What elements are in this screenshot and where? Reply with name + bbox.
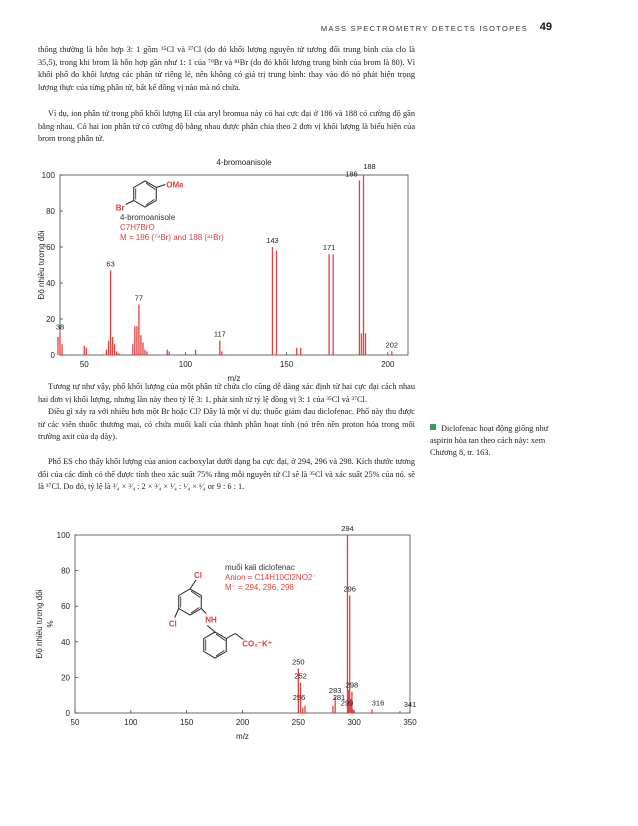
x-tick-label: 50 (70, 718, 80, 727)
bond-br (126, 201, 134, 205)
y-tick-label: 0 (65, 709, 70, 718)
ome-label: OMe (166, 180, 184, 190)
chart-title: 4-bromoanisole (216, 158, 272, 167)
peak-label: 296 (343, 584, 356, 594)
bond-nh (201, 609, 206, 614)
peak-label: 294 (341, 524, 354, 533)
y-axis-unit: % (46, 620, 55, 628)
br-label: Br (115, 203, 125, 213)
x-tick-label: 100 (124, 718, 138, 727)
x-tick-label: 50 (79, 360, 89, 369)
paragraph-diclofenac: Điều gì xảy ra với nhiều hơn một Br hoặc Cl? Đây là một ví dụ: thuốc giảm đau diclofenac. Phổ này thu được từ các viên thuốc thương mại, có chứa muối kali của thành phần hoạt tính (nó trên nền proton hóa trong môi trường axit của dạ dày). (38, 407, 415, 442)
peak-label: 283 (328, 685, 342, 695)
carboxylate-label: CO₂⁻K⁺ (242, 639, 273, 649)
peak-label: 256 (292, 692, 306, 702)
bond-ome (156, 185, 165, 188)
compound-anion-formula: Anion = C14H10Cl2NO2⁻ (225, 573, 317, 582)
x-tick-label: 300 (347, 718, 361, 727)
compound-mass: M = 186 (⁷⁹Br) and 188 (⁸¹Br) (120, 233, 224, 242)
paragraph-chlorine: Tương tự như vậy, phổ khối lượng của một phân tử chứa clo cũng dễ dàng xác định từ hai cực đại cách nhau hai đơn vị khối lượng, nhưng lần này theo tỷ lệ 3: 1, phát sinh từ tỷ lệ đồng vị 3: 1 của ³⁵Cl và ³⁷Cl. (38, 382, 415, 404)
paragraph-isotope-ratio: Phổ ES cho thấy khối lượng của anion cacboxylat dưới dạng ba cực đại, ở 294, 296 và 298. Kích thước tương đối của các đỉnh có thể được tính theo xác suất 75% rằng mỗi nguyên tử Cl sẽ là ³⁵Cl và xác suất 25% của nó. sẽ là ³⁷Cl. Do đó, tỷ lệ là ³⁄₄ × ³⁄₄ : 2 × ³⁄₄ × ¹⁄₄ : ¹⁄₄ × ¹⁄₄ or 9 : 6 : 1. (38, 457, 415, 492)
x-axis-label: m/z (227, 374, 241, 383)
margin-note (430, 423, 550, 459)
x-tick-label: 150 (279, 360, 294, 369)
bond-cl-bottom (175, 609, 179, 618)
paragraph-bromoanisole: Ví dụ, ion phân tử trong phổ khối lượng EI của aryl bromua này có hai cực đại ở 186 và 188 có cường độ gần bằng nhau. Có hai ion phân tử có cường độ bằng nhau được phân chia theo 2 đơn vị khối lượng là biểu hiện của brom trong phân tử. (38, 109, 415, 144)
x-axis-label: m/z (236, 732, 249, 741)
peak-label: 77 (134, 293, 144, 303)
compound-name: muối kali diclofenac (225, 563, 295, 572)
peak-label: 38 (55, 322, 65, 332)
x-tick-label: 350 (403, 718, 417, 727)
bond-ch2 (226, 634, 235, 639)
peak-label: 298 (345, 680, 359, 690)
bond-nh-ring (207, 626, 215, 633)
y-tick-label: 100 (56, 531, 70, 540)
y-tick-label: 20 (61, 673, 70, 683)
y-tick-label: 80 (46, 207, 55, 216)
bromoanisole-mass-spectrum (0, 150, 638, 385)
peak-label: 186 (345, 169, 358, 179)
x-tick-label: 200 (235, 718, 250, 727)
nh-label: NH (205, 615, 217, 625)
peak-label: 143 (266, 236, 279, 245)
y-tick-label: 40 (46, 279, 55, 288)
compound-formula: C7H7BrO (120, 223, 155, 232)
paragraph-isotope-intro: thông thường là hỗn hợp 3: 1 gồm ³⁵Cl và ³⁷Cl (do đó khối lượng nguyên tử tương đối trung bình của clo là 35,5), trong khi brom là hỗn hợp gần như 1: 1 của ⁷⁹Br và ⁸¹Br (do đó khối lượng trung bình của brom là 80). Vì khối phổ đo khối lượng các phân tử riêng lẻ, nên không có giá trị trung bình: thay vào đó nó phát hiện trọng lượng thực của từng phân tử, bất kể đồng vị nào mà nó chứa. (38, 45, 415, 92)
compound-mass: M⁻ = 294, 296, 298 (225, 583, 294, 592)
peak-label: 202 (385, 340, 399, 350)
x-tick-label: 100 (178, 360, 193, 369)
cl-bottom-label: Cl (168, 619, 177, 629)
margin-note-text: Diclofenac hoạt động giống như aspirin hòa tan theo cách này: xem Chương 8, tr. 163. (430, 424, 549, 457)
y-tick-label: 60 (61, 602, 70, 612)
peak-label: 316 (371, 698, 385, 708)
x-tick-label: 200 (381, 360, 395, 369)
page-number: 49 (539, 21, 552, 33)
peak-label: 252 (294, 671, 307, 681)
peak-label: 63 (106, 259, 115, 269)
peak-label: 171 (322, 243, 336, 253)
benzene-ring-lower (204, 632, 227, 658)
peak-label: 250 (292, 657, 305, 667)
peak-label: 281 (332, 692, 346, 702)
y-tick-label: 40 (61, 637, 70, 647)
y-axis-label: Độ nhiều tương đối (35, 589, 44, 659)
peak-label: 341 (403, 700, 417, 710)
x-tick-label: 250 (291, 718, 306, 727)
y-tick-label: 0 (50, 351, 55, 360)
diclofenac-mass-spectrum (0, 515, 638, 745)
x-tick-label: 150 (179, 718, 194, 727)
y-tick-label: 60 (46, 243, 55, 252)
y-tick-label: 100 (41, 171, 55, 180)
y-axis-label: Độ nhiều tương đối (37, 230, 46, 300)
benzene-ring-upper (179, 589, 202, 615)
y-tick-label: 20 (46, 315, 55, 324)
peak-label: 188 (363, 162, 376, 171)
peak-label: 117 (213, 329, 226, 339)
cl-top-label: Cl (194, 571, 202, 580)
note-square-icon (430, 424, 436, 430)
plot-frame (75, 535, 410, 713)
page-header (0, 20, 638, 40)
peak-label: 299 (340, 698, 354, 708)
benzene-ring (134, 181, 157, 207)
bond-cl-top (190, 580, 196, 589)
y-tick-label: 80 (61, 566, 70, 576)
compound-name: 4-bromoanisole (120, 213, 176, 222)
running-title: MASS SPECTROMETRY DETECTS ISOTOPES (320, 24, 528, 33)
